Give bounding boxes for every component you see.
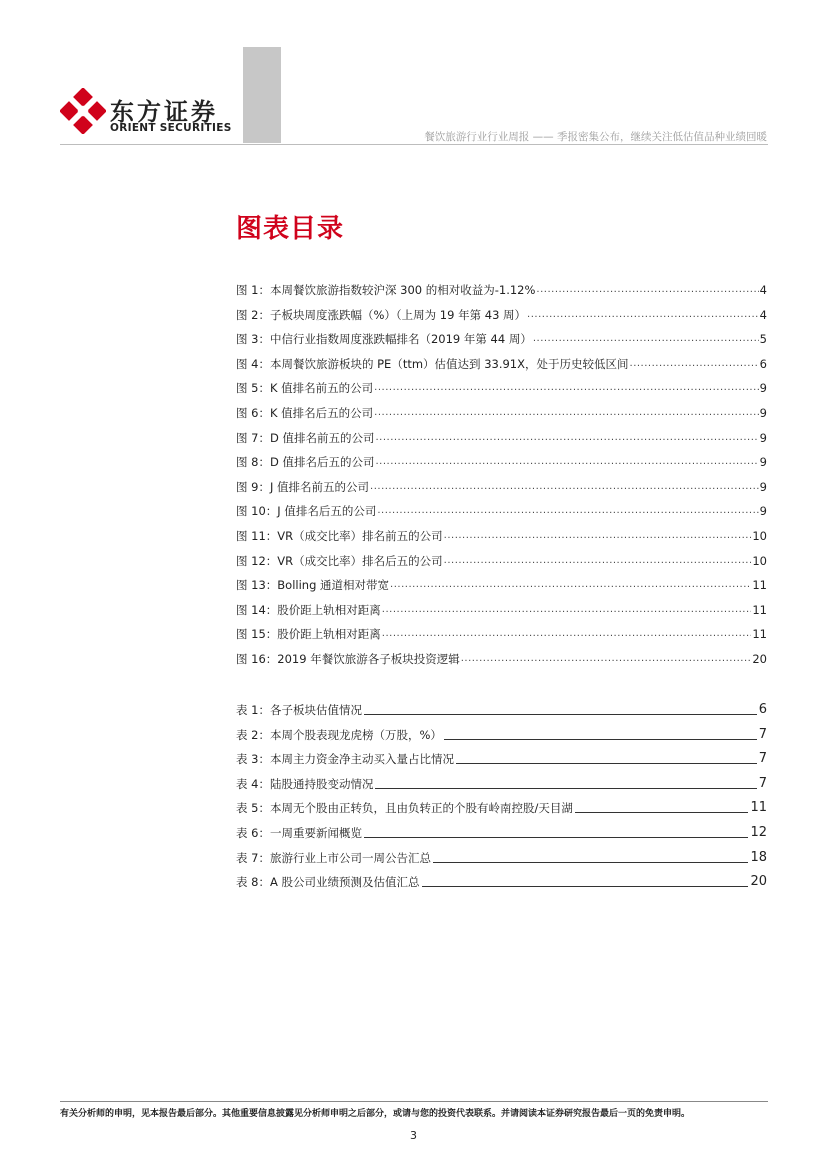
dot-leader — [390, 575, 751, 593]
figure-entry[interactable] — [236, 602, 767, 618]
figure-entry-page: 11 — [752, 578, 767, 593]
figure-entry-page: 9 — [759, 430, 767, 445]
dot-leader — [382, 600, 752, 618]
table-entry-label: 表 6：一周重要新闻概览 — [236, 826, 362, 840]
dot-leader — [444, 526, 752, 544]
line-leader — [364, 713, 757, 715]
figure-entry[interactable] — [236, 626, 767, 642]
dot-leader — [630, 354, 759, 372]
dot-leader — [444, 551, 752, 569]
figure-entry-label: 图 13：Bolling 通道相对带宽 — [236, 578, 390, 593]
line-leader — [433, 861, 748, 863]
table-entry[interactable] — [236, 800, 767, 816]
footer-divider — [60, 1101, 768, 1102]
figure-entry-label: 图 7：D 值排名前五的公司 — [236, 430, 375, 445]
line-leader — [375, 787, 756, 789]
table-entry[interactable] — [236, 850, 767, 866]
figure-entry-page: 5 — [759, 332, 767, 347]
table-entry-label: 表 8：A 股公司业绩预测及估值汇总 — [236, 875, 420, 890]
figure-entry[interactable] — [236, 454, 767, 470]
logo-mark-icon — [60, 88, 106, 134]
company-logo — [60, 88, 240, 138]
figure-entry-page: 4 — [759, 307, 767, 322]
dot-leader — [377, 501, 758, 519]
figure-entry[interactable] — [236, 430, 767, 446]
dot-leader — [374, 403, 759, 421]
footer-disclaimer: 有关分析师的申明，见本报告最后部分。其他重要信息披露见分析师申明之后部分，或请与您的投资代表联系。并请阅读本证券研究报告最后一页的免责申明。 — [60, 1109, 691, 1119]
figure-entry-page: 9 — [759, 455, 767, 470]
figure-entry-label: 图 3：中信行业指数周度涨跌幅排名（2019 年第 44 周） — [236, 332, 532, 347]
figure-entry-page: 10 — [752, 553, 767, 568]
table-entry-page: 11 — [750, 800, 767, 816]
figure-entry[interactable] — [236, 577, 767, 593]
table-entry-label: 表 5：本周无个股由正转负，且由负转正的个股有岭南控股/天目湖 — [236, 801, 573, 816]
figure-entry[interactable] — [236, 356, 767, 372]
figure-entry-label: 图 12：VR（成交比率）排名后五的公司 — [236, 553, 443, 568]
header-gray-bar — [243, 47, 281, 143]
figure-entry[interactable] — [236, 331, 767, 347]
dot-leader — [461, 649, 752, 667]
figure-entry-page: 9 — [759, 406, 767, 420]
line-leader — [444, 738, 757, 740]
figure-entry-label: 图 9：J 值排名前五的公司 — [236, 479, 370, 494]
figure-entry-page: 11 — [752, 602, 767, 617]
line-leader — [422, 885, 749, 887]
section-title: 图表目录 — [236, 214, 345, 244]
figure-entry-page: 20 — [752, 652, 767, 666]
figure-entry[interactable] — [236, 553, 767, 569]
figure-entry-label: 图 2：子板块周度涨跌幅（%）（上周为 19 年第 43 周） — [236, 307, 527, 322]
figure-entry[interactable] — [236, 528, 767, 544]
header-divider — [60, 144, 768, 145]
figure-entry-label: 图 15：股价距上轨相对距离 — [236, 627, 381, 642]
dot-leader — [536, 280, 758, 298]
logo-english-name: ORIENT SECURITIES — [110, 122, 232, 134]
table-entry-label: 表 1：各子板块估值情况 — [236, 703, 362, 717]
table-entry-page: 20 — [750, 874, 767, 890]
figure-entry[interactable] — [236, 651, 767, 667]
figure-entry-label: 图 8：D 值排名后五的公司 — [236, 455, 375, 470]
table-entry-label: 表 2：本周个股表现龙虎榜（万股，%） — [236, 727, 442, 742]
table-entry-page: 7 — [758, 751, 767, 767]
dot-leader — [375, 428, 758, 446]
figure-entry-page: 9 — [759, 381, 767, 396]
figure-entry-page: 9 — [759, 479, 767, 494]
logo-chinese-name: 东方证券 — [110, 98, 218, 126]
figure-entry-label: 图 6：K 值排名后五的公司 — [236, 406, 374, 420]
figure-entry-label: 图 1：本周餐饮旅游指数较沪深 300 的相对收益为-1.12% — [236, 283, 536, 297]
line-leader — [456, 762, 757, 764]
table-entry[interactable] — [236, 874, 767, 890]
table-entry-label: 表 4：陆股通持股变动情况 — [236, 776, 374, 791]
figure-entry-label: 图 11：VR（成交比率）排名前五的公司 — [236, 529, 443, 543]
dot-leader — [527, 305, 759, 323]
dot-leader — [382, 624, 752, 642]
figure-entry-page: 10 — [752, 529, 767, 543]
table-entry-label: 表 7：旅游行业上市公司一周公告汇总 — [236, 850, 431, 865]
figure-entry[interactable] — [236, 503, 767, 519]
figure-entry[interactable] — [236, 380, 767, 396]
figure-entry[interactable] — [236, 479, 767, 495]
figure-entry-label: 图 5：K 值排名前五的公司 — [236, 381, 374, 396]
table-entry-label: 表 3：本周主力资金净主动买入量占比情况 — [236, 752, 454, 767]
figure-entry-page: 9 — [759, 504, 767, 519]
figure-entry-label: 图 10：J 值排名后五的公司 — [236, 504, 377, 519]
line-leader — [364, 836, 748, 838]
table-entry-page: 18 — [750, 849, 767, 865]
figure-entry-label: 图 16：2019 年餐饮旅游各子板块投资逻辑 — [236, 652, 460, 666]
line-leader — [575, 811, 749, 813]
figure-entry-page: 11 — [752, 627, 767, 642]
table-entry[interactable] — [236, 825, 767, 841]
figure-entry[interactable] — [236, 282, 767, 298]
figure-entry[interactable] — [236, 307, 767, 323]
dot-leader — [374, 378, 759, 396]
page-number: 3 — [410, 1129, 417, 1142]
figure-entry-page: 4 — [759, 283, 767, 297]
figure-entry-page: 6 — [759, 356, 767, 371]
figure-entry-label: 图 14：股价距上轨相对距离 — [236, 602, 381, 617]
figure-entry-label: 图 4：本周餐饮旅游板块的 PE（ttm）估值达到 33.91X，处于历史较低区间 — [236, 356, 629, 371]
dot-leader — [375, 452, 758, 470]
table-entry-page: 7 — [758, 775, 767, 791]
table-entry-page: 7 — [758, 726, 767, 742]
table-entry[interactable] — [236, 702, 767, 718]
table-entry[interactable] — [236, 727, 767, 743]
table-entry[interactable] — [236, 751, 767, 767]
table-entry[interactable] — [236, 776, 767, 792]
figure-entry[interactable] — [236, 405, 767, 421]
dot-leader — [370, 477, 759, 495]
report-header-title: 餐饮旅游行业行业周报 —— 季报密集公布，继续关注低估值品种业绩回暖 — [424, 131, 767, 143]
dot-leader — [533, 329, 759, 347]
table-entry-page: 12 — [750, 825, 767, 840]
table-entry-page: 6 — [758, 702, 767, 717]
